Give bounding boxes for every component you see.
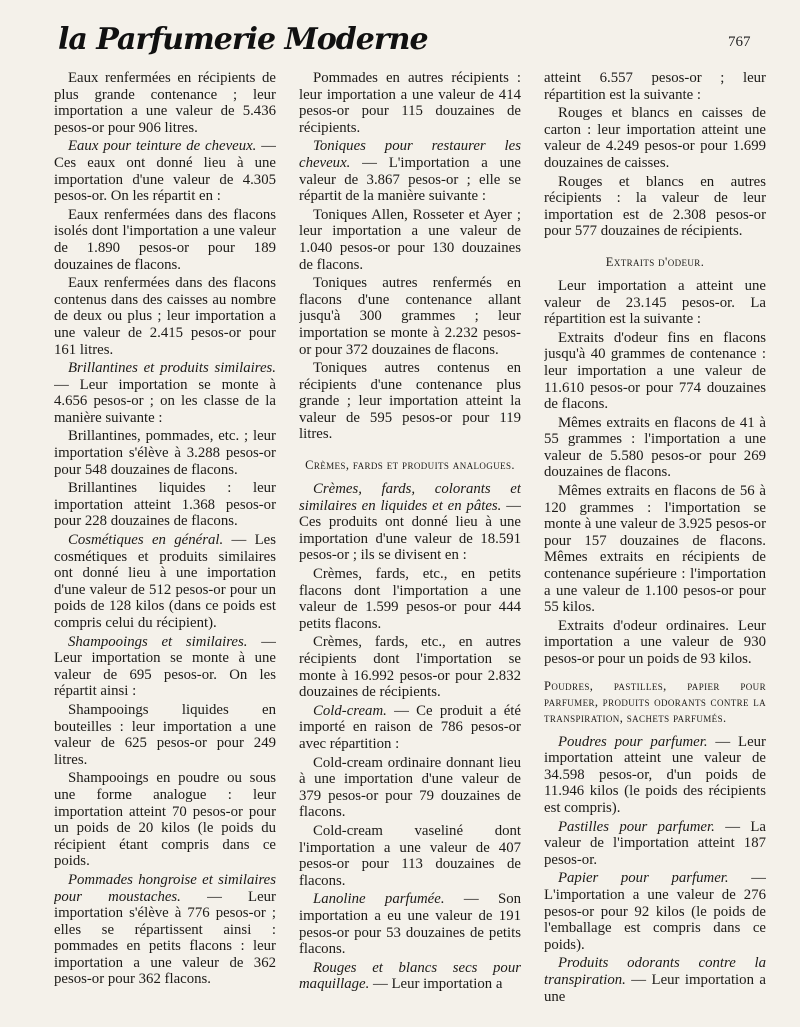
paragraph [299,755,521,821]
paragraph [544,174,766,240]
paragraph-lead-italic: Poudres pour parfumer. [558,733,708,750]
section-heading: Crèmes, fards et produits analogues. [305,458,515,473]
paragraph-lead-italic: Cold-cream. [313,702,387,719]
paragraph [544,870,766,953]
paragraph-text: Mêmes extraits en flacons de 56 à 120 grammes : l'importation se monte à une valeur de 3.925 pesos-or pour 157 douzaines de flacons. Mêmes extraits en récipients de contenance supérieure : l'importation a une valeur de 1.100 pesos-or pour 55 kilos. [544,483,766,616]
paragraph-text: — Les cosmétiques et produits similaires ont donné lieu à une importation d'une valeur de 512 pesos-or pour un poids de 128 kilos (dans ce poids est compris celui du récipient). [54,532,276,631]
column-2 [299,68,521,1018]
section-heading: Extraits d'odeur. [605,254,705,269]
paragraph [54,702,276,768]
paragraph-text: Toniques autres renfermés en flacons d'une contenance allant jusqu'à 300 grammes ; leur importation se monte à 2.232 pesos-or pour 372 douzaines de flacons. [299,275,521,358]
paragraph-lead-italic: Cosmétiques en général. [68,532,224,549]
paragraph-lead-italic: Pastilles pour parfumer. [558,818,715,835]
section-heading: Poudres, pastilles, papier pour parfumer, produits odorants contre la transpiration, sachets parfumés. [544,678,766,725]
paragraph-lead-italic: Toniques pour restaurer les cheveux. [299,138,521,171]
paragraph [299,275,521,358]
paragraph-text: — Leur importation se monte à 4.656 pesos-or ; on les classe de la manière suivante : [54,376,276,426]
paragraph [54,634,276,700]
article-columns [54,68,766,1018]
paragraph-text: Extraits d'odeur fins en flacons jusqu'à 40 grammes de contenance : leur importation a une valeur de 11.610 pesos-or pour 774 douzaines de flacons. [544,329,766,413]
paragraph-text: Brillantines, pommades, etc. ; leur importation s'élève à 3.288 pesos-or pour 548 douzaines de flacons. [54,428,276,478]
paragraph [54,480,276,530]
column-1 [54,68,276,1018]
paragraph-text: — Leur importation atteint une valeur de 34.598 pesos-or, d'un poids de 11.946 kilos (le poids des récipients est compris). [544,733,766,816]
paragraph-text: Cold-cream ordinaire donnant lieu à une importation d'une valeur de 379 pesos-or pour 79 douzaines de flacons. [299,754,521,821]
paragraph-lead-italic: Pommades hongroise et similaires pour moustaches. [54,871,276,905]
paragraph-text: Rouges et blancs en caisses de carton : leur importation atteint une valeur de 4.249 pesos-or pour 1.699 douzaines de caisses. [544,105,766,171]
paragraph [299,634,521,700]
paragraph-text: Rouges et blancs en autres récipients : la valeur de leur importation est de 2.308 pesos-or pour 577 douzaines de récipients. [544,173,766,240]
paragraph-text: Crèmes, fards, etc., en autres récipients dont l'importation se monte à 16.992 pesos-or pour 2.832 douzaines de récipients. [299,634,521,701]
paragraph-text: — Leur importation se monte à une valeur de 695 pesos-or. On les répartit ainsi : [54,633,276,700]
paragraph [54,428,276,478]
paragraph [544,734,766,817]
page-number: 767 [728,34,751,50]
paragraph [544,330,766,413]
paragraph-text: — L'importation a une valeur de 3.867 pesos-or ; elle se répartit de la manière suivante : [299,154,521,205]
paragraph-text: — L'importation a une valeur de 276 pesos-or pour 92 kilos (le poids de l'emballage est compris dans ce poids). [544,870,766,953]
paragraph-lead-italic: Produits odorants contre la transpiration. [544,955,766,988]
paragraph [54,360,276,426]
paragraph-lead-italic: Eaux pour teinture de cheveux. [68,138,257,155]
paragraph-text: Pommades en autres récipients : leur importation a une valeur de 414 pesos-or pour 115 douzaines de récipients. [299,70,521,136]
masthead-logo: la Parfumerie Moderne [58,22,428,57]
paragraph-text: — La valeur de l'importation atteint 187 pesos-or. [544,818,766,868]
paragraph [544,70,766,103]
paragraph-text: Mêmes extraits en flacons de 41 à 55 grammes : l'importation a une valeur de 5.580 pesos-or pour 269 douzaines de flacons. [544,414,766,481]
paragraph [54,70,276,136]
paragraph-text: Extraits d'odeur ordinaires. Leur importation a une valeur de 930 pesos-or pour un poids de 93 kilos. [544,617,766,667]
paragraph-text: — Leur importation a une [544,971,766,1005]
paragraph [299,70,521,136]
paragraph-text: Eaux renfermées dans des flacons contenus dans des caisses au nombre de deux ou plus ; leur importation a une valeur de 2.415 pesos-or pour 161 litres. [54,275,276,358]
paragraph [299,481,521,564]
paragraph [544,278,766,328]
paragraph [54,770,276,870]
paragraph [299,823,521,889]
paragraph-lead-italic: Papier pour parfumer. [558,870,729,887]
paragraph [544,483,766,616]
paragraph-text: Toniques autres contenus en récipients d'une contenance plus grande ; leur importation atteint la valeur de 595 pesos-or pour 119 litres. [299,360,521,443]
paragraph-text: Crèmes, fards, etc., en petits flacons dont l'importation a une valeur de 1.599 pesos-or pour 444 petits flacons. [299,566,521,632]
paragraph [299,703,521,753]
paragraph-text: Shampooings en poudre ou sous une forme analogue : leur importation atteint 70 pesos-or pour un poids de 20 kilos (le poids du récipient étant compris dans ce poids. [54,770,276,870]
paragraph [54,275,276,358]
paragraph-text: Eaux renfermées dans des flacons isolés dont l'importation a une valeur de 1.890 pesos-or pour 189 douzaines de flacons. [54,206,276,273]
paragraph [54,207,276,273]
paragraph-text: — Leur importation a [369,976,503,993]
paragraph [299,138,521,204]
paragraph-lead-italic: Lanoline parfumée. [313,891,445,908]
paragraph-text: — Ce produit a été importé en raison de 786 pesos-or avec répartition : [299,702,521,752]
paragraph [54,532,276,632]
paragraph [54,138,276,204]
paragraph-lead-italic: Brillantines et produits similaires. [68,360,276,377]
paragraph-text: — Leur importation s'élève à 776 pesos-or ; elles se répartissent ainsi : pommades en petits flacons : leur importation a une valeur de 362 pesos-or pour 362 flacons. [54,888,276,988]
paragraph-text: Shampooings liquides en bouteilles : leur importation a une valeur de 625 pesos-or pour 249 litres. [54,701,276,768]
paragraph-text: Cold-cream vaseliné dont l'importation a une valeur de 407 pesos-or pour 113 douzaines de flacons. [299,822,521,889]
paragraph-text: Brillantines liquides : leur importation atteint 1.368 pesos-or pour 228 douzaines de flacons. [54,480,276,530]
paragraph-text: Toniques Allen, Rosseter et Ayer ; leur importation a une valeur de 1.040 pesos-or pour 130 douzaines de flacons. [299,206,521,273]
paragraph [544,955,766,1005]
paragraph-text: atteint 6.557 pesos-or ; leur répartition est la suivante : [544,70,766,103]
paragraph [299,360,521,443]
paragraph-text: — Ces eaux ont donné lieu à une importation d'une valeur de 4.305 pesos-or. On les répartit en : [54,138,276,205]
paragraph [299,960,521,993]
paragraph [544,105,766,171]
paragraph-lead-italic: Crèmes, fards, colorants et similaires en liquides et en pâtes. [299,481,521,514]
paragraph [299,207,521,273]
paragraph-text: Leur importation a atteint une valeur de 23.145 pesos-or. La répartition est la suivante : [544,277,766,328]
paragraph-text: Eaux renfermées en récipients de plus grande contenance ; leur importation a une valeur de 5.436 pesos-or pour 906 litres. [54,70,276,136]
paragraph-lead-italic: Shampooings et similaires. [68,633,248,650]
paragraph [54,872,276,988]
paragraph-text: — Son importation a eu une valeur de 191 pesos-or pour 53 douzaines de petits flacons. [299,891,521,958]
paragraph [544,415,766,481]
paragraph [544,618,766,668]
paragraph [299,566,521,632]
column-3 [544,68,766,1018]
paragraph-lead-italic: Rouges et blancs secs pour maquillage. [299,959,521,993]
paragraph [544,819,766,869]
paragraph [299,891,521,957]
paragraph-text: — Ces produits ont donné lieu à une importation d'une valeur de 18.591 pesos-or ; ils se divisent en : [299,497,521,564]
